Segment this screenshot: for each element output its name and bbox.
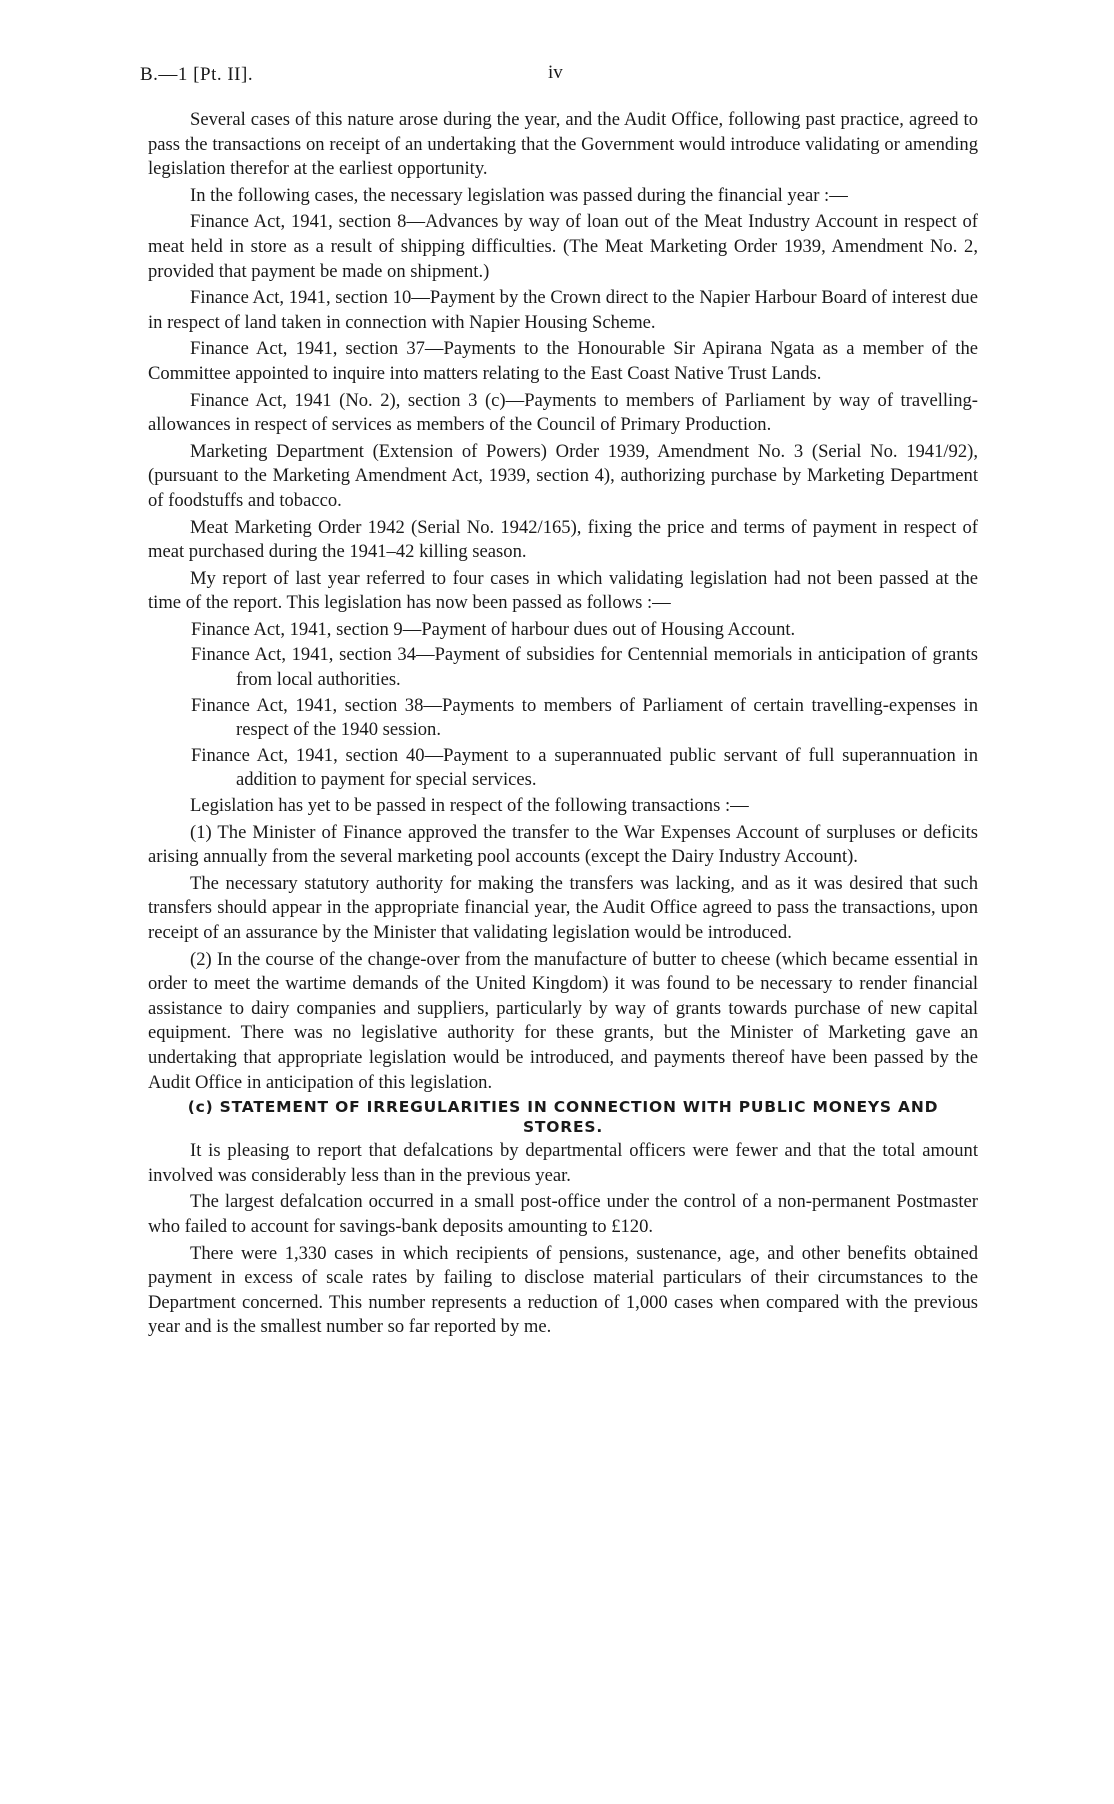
list-item: Finance Act, 1941, section 34—Payment of subsidies for Centennial memorials in anticipation of grants from local authorities.	[191, 644, 978, 691]
validated-legislation-list	[148, 618, 978, 793]
paragraph: (1) The Minister of Finance approved the transfer to the War Expenses Account of surpluses or deficits arising annually from the several marketing pool accounts (except the Dairy Industry Account).	[148, 821, 978, 868]
paragraph: There were 1,330 cases in which recipients of pensions, sustenance, age, and other benefits obtained payment in excess of scale rates by failing to disclose material particulars of their circumstances to the Department concerned. This number represents a reduction of 1,000 cases when compared with the previous year and is the smallest number so far reported by me.	[148, 1242, 978, 1338]
paragraph: Finance Act, 1941, section 8—Advances by way of loan out of the Meat Industry Account in respect of meat held in store as a result of shipping difficulties. (The Meat Marketing Order 1939, Amendment No. 2, provided that payment be made on shipment.)	[148, 211, 978, 282]
paragraph: Several cases of this nature arose during the year, and the Audit Office, following past practice, agreed to pass the transactions on receipt of an undertaking that the Government would introduce validating or amending legislation therefor at the earliest opportunity.	[148, 109, 978, 180]
paragraph: The largest defalcation occurred in a small post-office under the control of a non-permanent Postmaster who failed to account for savings-bank deposits amounting to £120.	[148, 1191, 978, 1237]
list-item: Finance Act, 1941, section 40—Payment to a superannuated public servant of full superannuation in addition to payment for special services.	[191, 744, 978, 791]
paragraph: Marketing Department (Extension of Powers) Order 1939, Amendment No. 3 (Serial No. 1941/92), (pursuant to the Marketing Amendment Act, 1939, section 4), authorizing purchase by Marketing Department of foodstuffs and tobacco.	[148, 440, 978, 511]
paragraph: Finance Act, 1941, section 37—Payments to the Honourable Sir Apirana Ngata as a member of the Committee appointed to inquire into matters relating to the East Coast Native Trust Lands.	[148, 338, 978, 384]
paragraph: In the following cases, the necessary legislation was passed during the financial year :—	[190, 184, 848, 206]
list-item: Finance Act, 1941, section 9—Payment of harbour dues out of Housing Account.	[191, 618, 796, 640]
paragraph: Meat Marketing Order 1942 (Serial No. 1942/165), fixing the price and terms of payment in respect of meat purchased during the 1941–42 killing season.	[148, 516, 978, 563]
paragraph: My report of last year referred to four cases in which validating legislation had not been passed at the time of the report. This legislation has now been passed as follows :—	[148, 567, 978, 614]
page-reference: B.—1 [Pt. II].	[140, 64, 254, 85]
paragraph: Finance Act, 1941, section 10—Payment by the Crown direct to the Napier Harbour Board of interest due in respect of land taken in connection with Napier Housing Scheme.	[148, 287, 978, 333]
section-heading: (c) STATEMENT OF IRREGULARITIES IN CONNECTION WITH PUBLIC MONEYS AND STORES.	[187, 1098, 939, 1137]
paragraph: The necessary statutory authority for making the transfers was lacking, and as it was desired that such transfers should appear in the appropriate financial year, the Audit Office agreed to pass the transactions, upon receipt of an assurance by the Minister that validating legislation would be introduced.	[148, 872, 978, 943]
paragraph: Finance Act, 1941 (No. 2), section 3 (c)—Payments to members of Parliament by way of travelling-allowances in respect of services as members of the Council of Primary Production.	[148, 389, 978, 436]
paragraph: Legislation has yet to be passed in respect of the following transactions :—	[190, 795, 749, 817]
page-number: iv	[548, 62, 563, 83]
paragraph: (2) In the course of the change-over from the manufacture of butter to cheese (which became essential in order to meet the wartime demands of the United Kingdom) it was found to be necessary to render financial assistance to dairy companies and suppliers, particularly by way of grants towards purchase of new capital equipment. There was no legislative authority for these grants, but the Minister of Marketing gave an undertaking that appropriate legislation would be introduced, and payments thereof have been passed by the Audit Office in anticipation of this legislation.	[148, 948, 978, 1093]
list-item: Finance Act, 1941, section 38—Payments to members of Parliament of certain travelling-expenses in respect of the 1940 session.	[191, 694, 978, 741]
paragraph: It is pleasing to report that defalcations by departmental officers were fewer and that the total amount involved was considerably less than in the previous year.	[148, 1140, 978, 1186]
body-text	[148, 108, 978, 1342]
